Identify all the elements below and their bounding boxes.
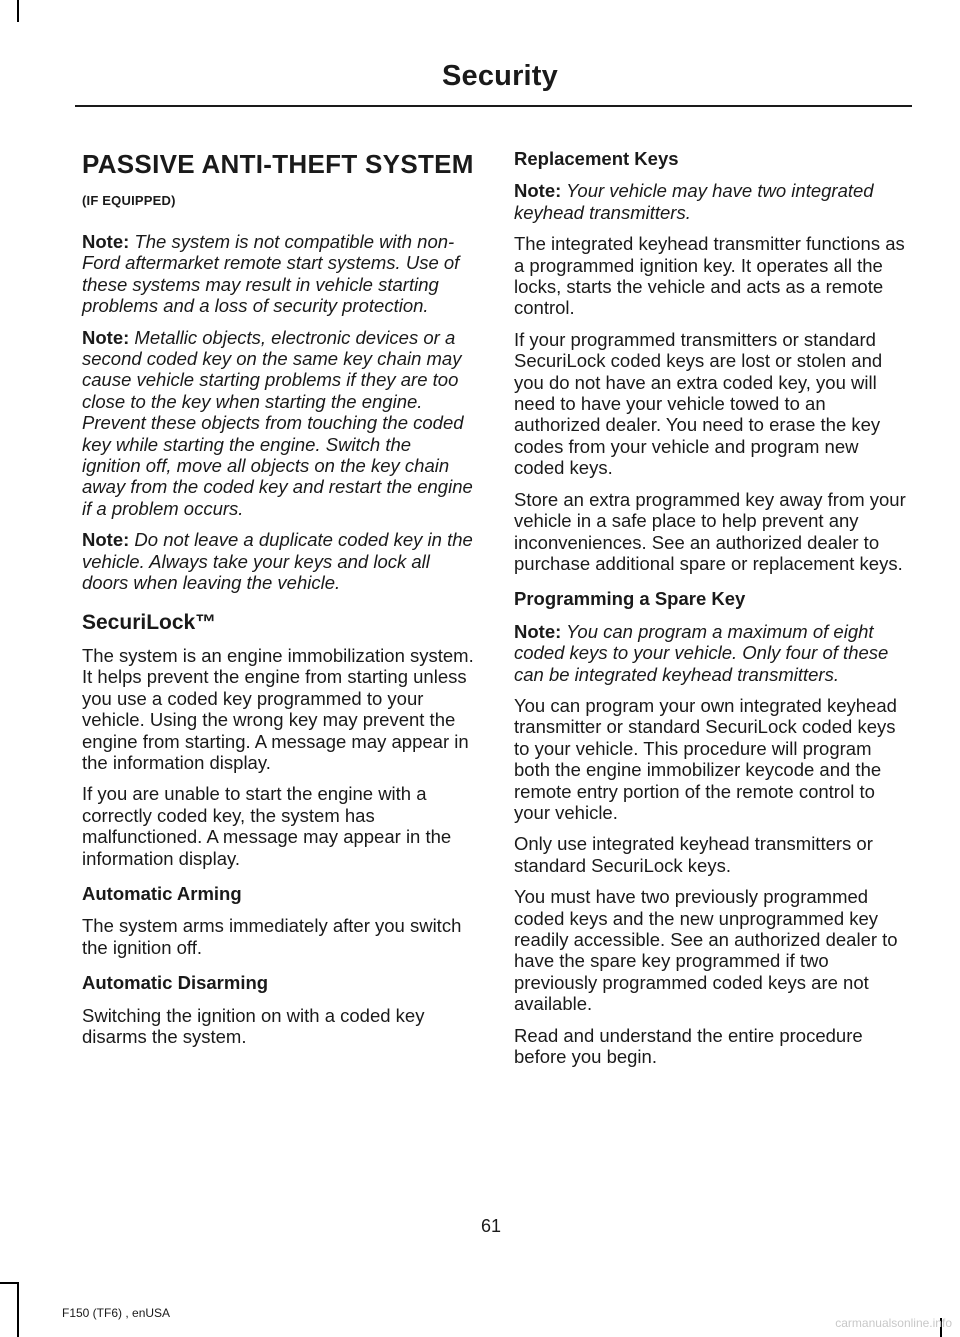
note-text: You can program a maximum of eight coded keys to your vehicle. Only four of these can be integrated keyhead transmitters. <box>514 620 889 685</box>
note-label: Note: <box>82 231 130 252</box>
note-integrated-transmitters <box>514 180 908 223</box>
note-text: Metallic objects, electronic devices or a second coded key on the same key chain may cause vehicle starting problems if they are too close to the key when starting the engine. Prevent these objects from touching the coded key while starting the engine. Switch the ignition off, move all objects on the key chain away from the coded key and restart the engine if a problem occurs. <box>82 326 473 519</box>
replacement-keys-heading: Replacement Keys <box>514 148 679 169</box>
note-label: Note: <box>514 180 562 202</box>
automatic-arming-heading: Automatic Arming <box>82 882 242 904</box>
note-label: Note: <box>514 620 562 642</box>
note-compatibility <box>82 231 474 317</box>
note-maximum-keys <box>514 621 908 685</box>
right-column <box>514 146 908 1077</box>
note-metallic-objects <box>82 327 474 520</box>
replacement-paragraph: The integrated keyhead transmitter functions as a programmed ignition key. It operates all the locks, starts the vehicle and acts as a remote control. <box>514 233 905 319</box>
programming-paragraph: Read and understand the entire procedure before you begin. <box>514 1024 863 1068</box>
crop-mark-bottom-left-h <box>0 1282 19 1284</box>
header-divider <box>75 105 912 107</box>
note-label: Note: <box>82 326 130 348</box>
note-duplicate-key <box>82 529 474 593</box>
replacement-paragraph: If your programmed transmitters or standard SecuriLock coded keys are lost or stolen and you do not have an extra coded key, you will need to have your vehicle towed to an authorized dealer. You need to erase the key codes from your vehicle and program new coded keys. <box>514 328 883 479</box>
heading-main: PASSIVE ANTI-THEFT SYSTEM <box>82 149 474 179</box>
automatic-arming-text: The system arms immediately after you switch the ignition off. <box>82 915 462 958</box>
note-label: Note: <box>82 529 130 551</box>
programming-paragraph: Only use integrated keyhead transmitters or standard SecuriLock keys. <box>514 833 873 876</box>
document-id: F150 (TF6) , enUSA <box>62 1306 171 1320</box>
note-text: Do not leave a duplicate coded key in the vehicle. Always take your keys and lock all doors when leaving the vehicle. <box>82 529 473 594</box>
programming-spare-key-heading: Programming a Spare Key <box>514 588 746 610</box>
note-text: The system is not compatible with non-Ford aftermarket remote start systems. Use of these systems may result in vehicle starting problems and a loss of security protection. <box>82 231 460 317</box>
securilock-paragraph: The system is an engine immobilization system. It helps prevent the engine from starting unless you use a coded key programmed to your vehicle. Using the wrong key may prevent the engine from starting. A message may appear in the information display. <box>82 644 474 773</box>
page-heading <box>82 148 474 217</box>
programming-paragraph: You can program your own integrated keyhead transmitter or standard SecuriLock coded keys to your vehicle. This procedure will program both the engine immobilizer keycode and the remote entry portion of the remote control to your vehicle. <box>514 694 897 823</box>
watermark: carmanualsonline.info <box>835 1316 952 1330</box>
section-title: Security <box>441 60 558 92</box>
replacement-paragraph: Store an extra programmed key away from your vehicle in a safe place to help prevent any inconveniences. See an authorized dealer to purchase additional spare or replacement keys. <box>514 488 906 574</box>
note-text: Your vehicle may have two integrated keyhead transmitters. <box>514 180 874 223</box>
securilock-paragraph: If you are unable to start the engine with a correctly coded key, the system has malfunctioned. A message may appear in the information display. <box>82 783 452 869</box>
securilock-heading: SecuriLock™ <box>82 610 217 634</box>
page-number: 61 <box>481 1216 502 1236</box>
crop-mark-top-left <box>17 0 19 22</box>
automatic-disarming-heading: Automatic Disarming <box>82 972 269 994</box>
left-column <box>82 146 474 1057</box>
programming-paragraph: You must have two previously programmed coded keys and the new unprogrammed key readily accessible. See an authorized dealer to have the spare key programmed if two previously programmed coded keys are not available. <box>514 886 898 1015</box>
crop-mark-bottom-left <box>17 1282 19 1337</box>
automatic-disarming-text: Switching the ignition on with a coded key disarms the system. <box>82 1004 425 1047</box>
heading-suffix: (IF EQUIPPED) <box>82 193 176 208</box>
